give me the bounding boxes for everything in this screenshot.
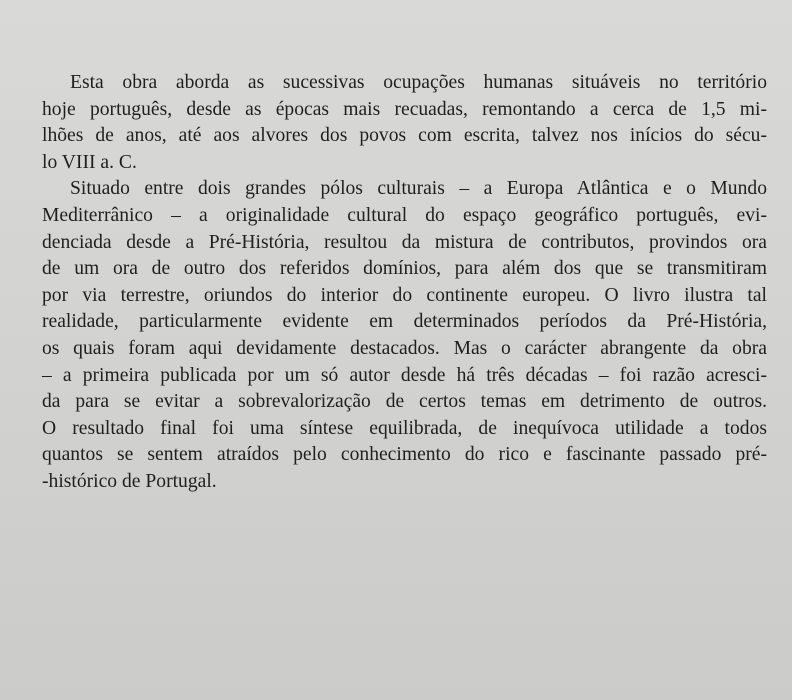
text-line: O resultado final foi uma síntese equilibrada, de inequívoca utilidade a todos	[42, 417, 767, 439]
paragraph-1	[42, 70, 767, 176]
text-line: os quais foram aqui devidamente destacados. Mas o carácter abrangente da obra	[42, 337, 767, 359]
text-line: hoje português, desde as épocas mais recuadas, remontando a cerca de 1,5 mi-	[42, 98, 767, 120]
text-line: de um ora de outro dos referidos domínios, para além dos que se transmitiram	[42, 258, 767, 280]
text-line: denciada desde a Pré-História, resultou da mistura de contributos, provindos ora	[42, 231, 767, 253]
text-line: Esta obra aborda as sucessivas ocupações humanas situáveis no território	[70, 72, 767, 93]
text-line: Mediterrânico – a originalidade cultural do espaço geográfico português, evi-	[42, 204, 767, 226]
text-line: realidade, particularmente evidente em determinados períodos da Pré-História,	[42, 311, 767, 333]
text-line: – a primeira publicada por um só autor desde há três décadas – foi razão acresci-	[42, 364, 767, 386]
text-line: por via terrestre, oriundos do interior do continente europeu. O livro ilustra tal	[42, 284, 767, 306]
book-blurb-text	[42, 70, 767, 496]
text-line: da para se evitar a sobrevalorização de certos temas em detrimento de outros.	[42, 391, 767, 413]
text-line: -histórico de Portugal.	[42, 470, 217, 492]
text-line: Situado entre dois grandes pólos culturais – a Europa Atlântica e o Mundo	[70, 178, 767, 200]
text-line: lo VIII a. C.	[42, 151, 137, 173]
text-line: quantos se sentem atraídos pelo conhecimento do rico e fascinante passado pré-	[42, 444, 767, 466]
text-line: lhões de anos, até aos alvores dos povos com escrita, talvez nos inícios do sécu-	[42, 125, 767, 147]
paragraph-2	[42, 176, 767, 495]
